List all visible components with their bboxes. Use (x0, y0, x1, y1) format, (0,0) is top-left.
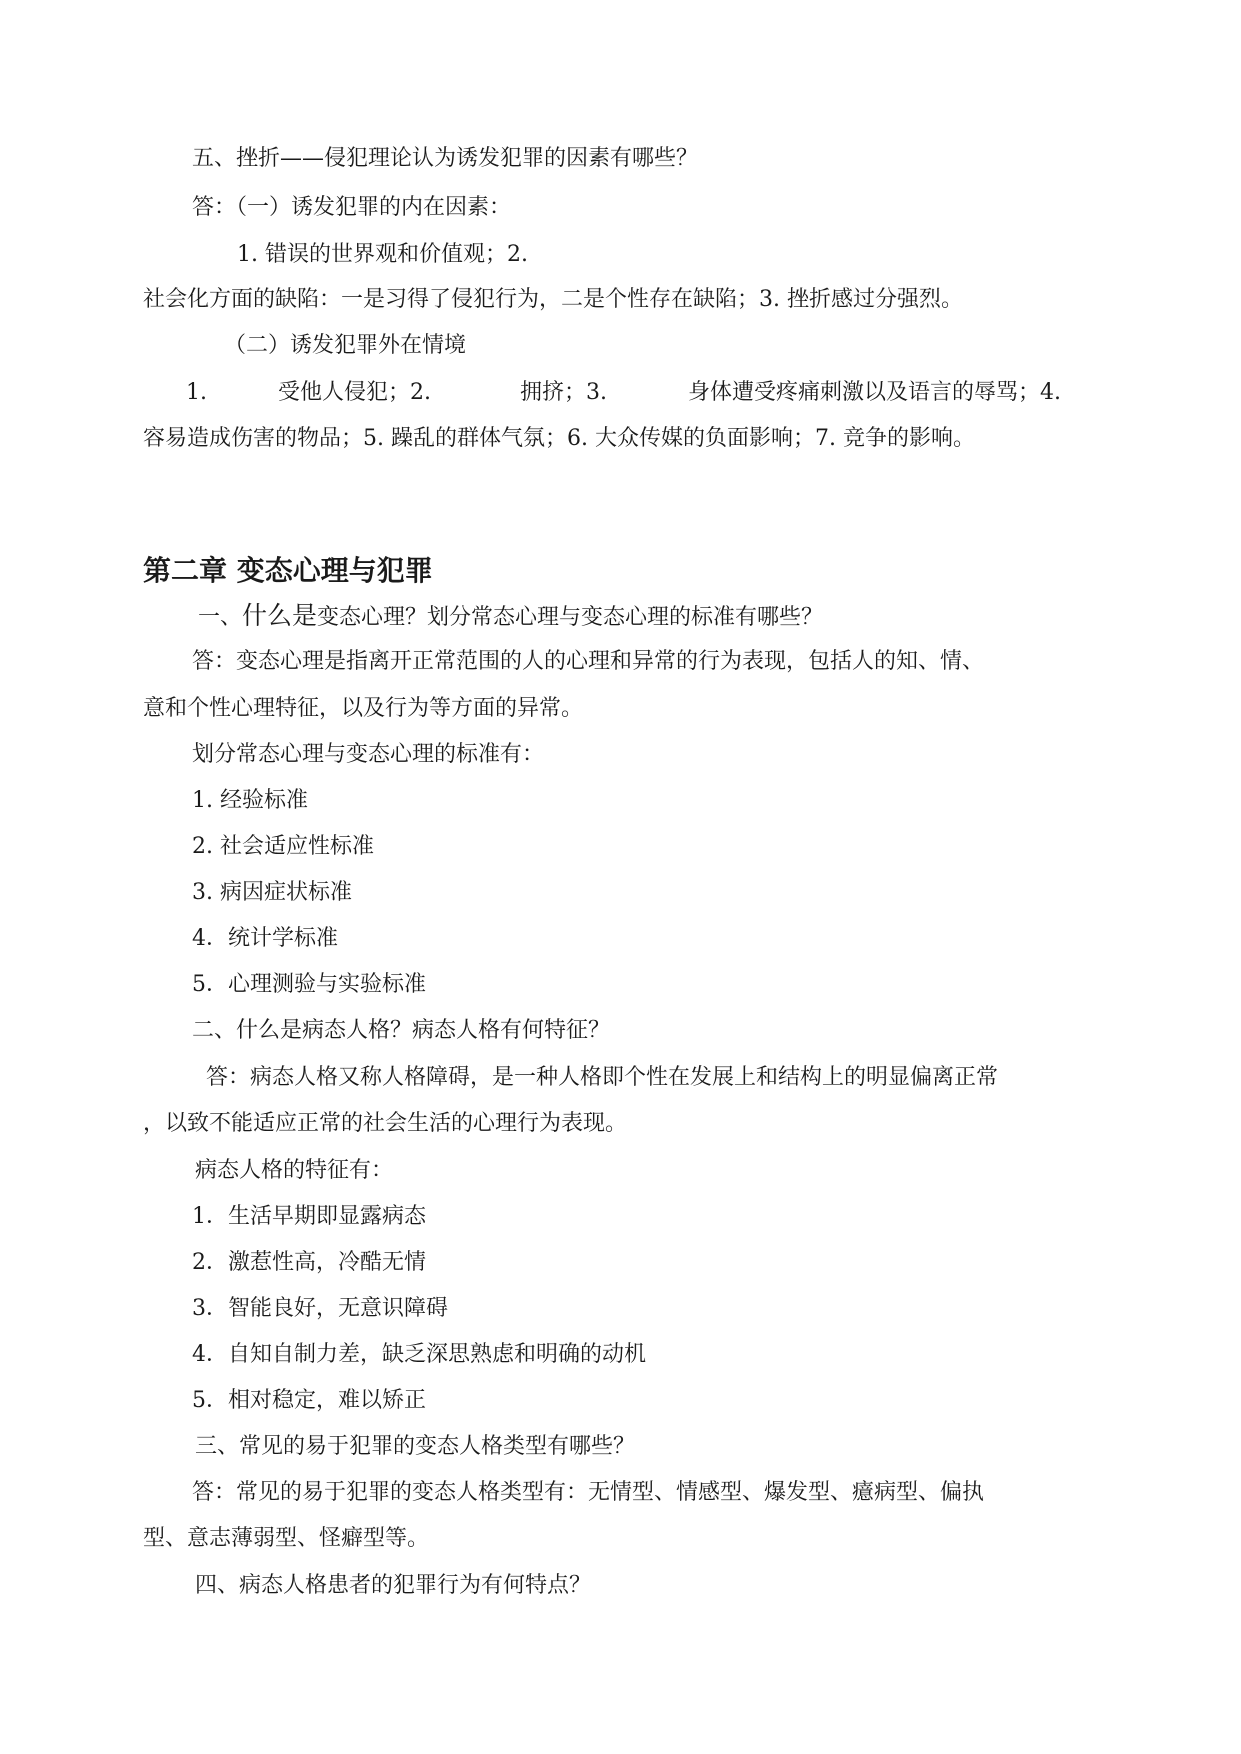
q1-criteria-item: 2. 社会适应性标准 (192, 834, 374, 859)
q1-answer-line1: 答：变态心理是指离开正常范围的人的心理和异常的行为表现，包括人的知、情、 (192, 649, 985, 674)
q1-question (198, 601, 823, 631)
q2-feature-item: 2．激惹性高，冷酷无情 (192, 1250, 426, 1275)
section5-internal-line2: 社会化方面的缺陷：一是习得了侵犯行为，二是个性存在缺陷；3. 挫折感过分强烈。 (143, 287, 963, 312)
q2-answer-line1: 答：病态人格又称人格障碍，是一种人格即个性在发展上和结构上的明显偏离正常 (206, 1065, 999, 1090)
section5-external-item3-text: 身体遭受疼痛刺激以及语言的辱骂；4. (688, 380, 1061, 405)
q2-feature-item: 1．生活早期即显露病态 (192, 1204, 426, 1229)
section5-external-item1-num: 1. (186, 380, 207, 405)
q3-answer-line1: 答：常见的易于犯罪的变态人格类型有：无情型、情感型、爆发型、癔病型、偏执 (192, 1480, 985, 1505)
q2-feature-item: 4．自知自制力差，缺乏深思熟虑和明确的动机 (192, 1342, 646, 1367)
q1-criteria-intro: 划分常态心理与变态心理的标准有： (192, 742, 545, 767)
q3-question: 三、常见的易于犯罪的变态人格类型有哪些？ (195, 1434, 636, 1459)
section5-external-item1-text: 受他人侵犯；2. (278, 380, 431, 405)
q1-prefix: 一、 (198, 605, 243, 630)
q2-feature-item: 3．智能良好，无意识障碍 (192, 1296, 448, 1321)
q3-answer-line2: 型、意志薄弱型、怪癖型等。 (143, 1526, 430, 1551)
q2-answer-line2: ，以致不能适应正常的社会生活的心理行为表现。 (143, 1111, 628, 1136)
q1-criteria-item: 1. 经验标准 (192, 788, 308, 813)
section5-question: 五、挫折——侵犯理论认为诱发犯罪的因素有哪些？ (192, 146, 699, 171)
section5-answer-intro: 答：（一）诱发犯罪的内在因素： (192, 195, 512, 220)
q1-criteria-item: 3. 病因症状标准 (192, 880, 352, 905)
q2-features-intro: 病态人格的特征有： (195, 1158, 394, 1183)
q1-answer-line2: 意和个性心理特征，以及行为等方面的异常。 (143, 696, 584, 721)
section5-external-heading: （二）诱发犯罪外在情境 (224, 333, 467, 358)
section5-external-line2: 容易造成伤害的物品；5. 躁乱的群体气氛；6. 大众传媒的负面影响；7. 竞争的影响。 (143, 426, 975, 451)
q2-question: 二、什么是病态人格？病态人格有何特征？ (192, 1018, 611, 1043)
section5-internal-line1: 1. 错误的世界观和价值观；2. (237, 242, 528, 267)
q1-rest: 变态心理？划分常态心理与变态心理的标准有哪些？ (317, 605, 824, 630)
q1-criteria-item: 4．统计学标准 (192, 926, 338, 951)
q1-highlight: 什么是 (242, 601, 318, 630)
section5-external-item2-text: 拥挤；3. (520, 380, 607, 405)
q1-criteria-item: 5．心理测验与实验标准 (192, 972, 426, 997)
q4-question: 四、病态人格患者的犯罪行为有何特点？ (195, 1573, 592, 1598)
chapter-title: 第二章 变态心理与犯罪 (143, 554, 433, 587)
q2-feature-item: 5．相对稳定，难以矫正 (192, 1388, 426, 1413)
